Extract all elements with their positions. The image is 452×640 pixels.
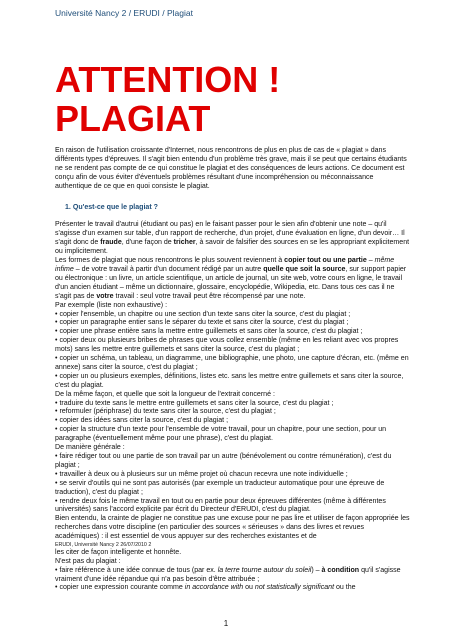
- text-run: , d'une façon de: [121, 239, 174, 247]
- bold-run: copier tout ou une partie: [284, 257, 367, 265]
- list-item-text: reformuler (périphrase) du texte sans citer la source, c'est du plagiat ;: [59, 408, 276, 416]
- list-item: • travailler à deux ou à plusieurs sur un même projet où chacun recevra une note individuelle ;: [55, 470, 348, 478]
- title-line-1: ATTENTION !: [55, 59, 281, 100]
- list-item-text: rendre deux fois le même travail en tout ou en partie pour deux épreuves différentes (même à différentes universités) sans l'accord explicite par écrit du Directeur d'ERUDI, c'est du plagiat.: [55, 497, 386, 514]
- list-item-text: se servir d'outils qui ne sont pas autorisés (par exemple un traducteur automatique pour une épreuve de traduction), c'est du plagiat ;: [55, 479, 385, 496]
- list-item: • faire référence à une idée connue de tous (par ex. la terre tourne autour du soleil) – à condition qu'il s'agisse vraiment d'une idée répandue qui n'a pas besoin d'être attribuée ;: [55, 566, 401, 583]
- same-way-intro: De la même façon, et quelle que soit la longueur de l'extrait concerné :: [55, 390, 275, 398]
- list-item: • reformuler (périphrase) du texte sans citer la source, c'est du plagiat ;: [55, 408, 276, 416]
- page-title: [55, 60, 280, 138]
- italic-run: not statistically significant: [254, 584, 335, 592]
- closing-paragraph: Bien entendu, la crainte de plagier ne constitue pas une excuse pour ne pas lire et utiliser de façon appropriée les recherches dans votre discipline (en particulier des sources « sérieuses » dans des livres et revues académiques) : il est essentiel de vous appuyer sur des recherches existantes et de: [55, 515, 410, 541]
- list-item: • copier la structure d'un texte pour l'ensemble de votre travail, pour un chapitre, pour une section, pour un paragraphe (éventuellement même pour une phrase), c'est du plagiat.: [55, 426, 387, 443]
- text-run: travail : seul votre travail peut être récompensé par une note.: [113, 292, 306, 300]
- bold-run: tricher: [173, 239, 196, 247]
- text-run: ou the: [334, 584, 356, 592]
- intro-paragraph: En raison de l'utilisation croissante d'Internet, nous rencontrons de plus en plus de cas de « plagiat » dans différents types d'épreuves. Il s'agit bien entendu d'un problème très grave, mais il se peut que certains étudiants ne se rendent pas compte de ce qui constitue le plagiat et des conséquences de leurs actions. Ce document est conçu afin de vous éviter d'éventuels problèmes résultant d'une incompréhension ou méconnaissance authentique de ce que en quoi consiste le plagiat.: [55, 147, 407, 190]
- list-item: • copier l'ensemble, un chapitre ou une section d'un texte sans citer la source, c'est du plagiat ;: [55, 310, 351, 318]
- list-item: • copier une phrase entière sans la mettre entre guillemets et sans citer la source, c'est du plagiat ;: [55, 328, 363, 336]
- list-item: • copier un ou plusieurs exemples, définitions, listes etc. sans les mettre entre guillemets et sans citer la source, c'est du plagiat.: [55, 372, 404, 389]
- section-heading: [65, 204, 410, 213]
- list-item: • traduire du texte sans le mettre entre guillemets et sans citer la source, c'est du plagiat ;: [55, 399, 334, 407]
- text-run: –: [366, 257, 375, 265]
- list-item: • copier un paragraphe entier sans le séparer du texte et sans citer la source, c'est du plagiat ;: [55, 319, 349, 327]
- text-run: ) –: [311, 566, 322, 574]
- list-item: • faire rédiger tout ou une partie de son travail par un autre (bénévolement ou contre rémunération), c'est du plagiat ;: [55, 453, 392, 469]
- text-run: ou: [243, 584, 255, 592]
- list-item-text: copier un schéma, un tableau, un diagramme, une bibliographie, une photo, une capture d'écran, etc. (même en annexe) sans citer la source, c'est du plagiat ;: [55, 355, 409, 371]
- title-line-2: PLAGIAT: [55, 98, 211, 139]
- page-number: 1: [223, 619, 229, 628]
- list-item-text: copier l'ensemble, un chapitre ou une section d'un texte sans citer la source, c'est du plagiat ;: [59, 310, 351, 318]
- forms-paragraph: [55, 257, 410, 302]
- closing-paragraph-end: les citer de façon intelligente et honnête.: [55, 548, 182, 556]
- text-run: copier une expression courante comme: [59, 584, 185, 592]
- list-item-text: faire rédiger tout ou une partie de son travail par un autre (bénévolement ou contre rémunération), c'est du plagiat ;: [55, 453, 392, 469]
- list-item-text: copier un paragraphe entier sans le séparer du texte et sans citer la source, c'est du plagiat ;: [59, 319, 349, 327]
- list-item: • copier une expression courante comme in accordance with ou not statistically significant ou the: [55, 584, 356, 592]
- text-run: Présenter le travail d'autrui (étudiant ou pas) en le faisant passer pour le sien afin d'obtenir une note – qu'il s'agisse d'un examen sur table, d'un rapport de recherche, d'un projet, d'une évaluation en ligne, d'un devoir… Il s'agit donc de: [55, 221, 405, 247]
- list-item-text: copier la structure d'un texte pour l'ensemble de votre travail, pour un chapitre, pour une section, pour un paragraphe (éventuellement même pour une phrase), c'est du plagiat.: [55, 426, 387, 443]
- list-item: • copier un schéma, un tableau, un diagramme, une bibliographie, une photo, une capture d'écran, etc. (même en annexe) sans citer la source, c'est du plagiat ;: [55, 355, 409, 371]
- list-item-text: copier des idées sans citer la source, c'est du plagiat ;: [59, 417, 229, 425]
- bold-run: votre: [96, 292, 114, 300]
- italic-run: in accordance with: [184, 584, 244, 592]
- examples-intro: Par exemple (liste non exhaustive) :: [55, 301, 168, 309]
- list-item-text: copier deux ou plusieurs bribes de phrases que vous collez ensemble (même en les reliant avec vos propres mots) sans les mettre entre guillemets et sans citer la source, c'est du plagiat ;: [55, 337, 399, 354]
- text-run: Les formes de plagiat que nous rencontrons le plus souvent reviennent à: [55, 257, 285, 265]
- list-item: • copier des idées sans citer la source, c'est du plagiat ;: [55, 417, 229, 425]
- list-item-text: copier une phrase entière sans la mettre entre guillemets et sans citer la source, c'est du plagiat ;: [59, 328, 363, 336]
- footer-note: ERUDI, Université Nancy 2 26/07/2010 2: [55, 542, 152, 549]
- italic-run: la terre tourne autour du soleil: [217, 566, 312, 574]
- list-item-text: travailler à deux ou à plusieurs sur un même projet où chacun recevra une note individuelle ;: [59, 470, 348, 478]
- section-title: Qu'est-ce que le plagiat ?: [72, 203, 158, 211]
- list-item-text: copier un ou plusieurs exemples, définitions, listes etc. sans les mettre entre guillemets et sans citer la source, c'est du plagiat.: [55, 372, 404, 389]
- general-intro: De manière générale :: [55, 444, 125, 452]
- definition-paragraph: [55, 221, 410, 257]
- italic-run: même infime: [55, 257, 395, 273]
- bold-run: quelle que soit la source: [263, 265, 346, 273]
- list-item-text: traduire du texte sans le mettre entre guillemets et sans citer la source, c'est du plagiat ;: [59, 399, 334, 407]
- not-plagiat-intro: N'est pas du plagiat :: [55, 557, 121, 565]
- document-body: [55, 147, 410, 593]
- page-header: Université Nancy 2 / ERUDI / Plagiat: [55, 8, 193, 18]
- section-number: 1.: [65, 203, 71, 211]
- text-run: , à savoir de falsifier des sources en se les appropriant explicitement ou implicitement.: [55, 239, 410, 256]
- text-run: , sur support papier ou électronique : un livre, un article scientifique, un article de journal, un site web, votre cours en ligne, le travail d'un ancien étudiant – même un dictionnaire, glossaire, encyclopédie, Wikipedia, etc. Dans tous ces cas il ne s'agit pas de: [55, 265, 407, 300]
- bold-run: fraude: [100, 239, 122, 247]
- bold-run: à condition: [321, 566, 360, 574]
- text-run: qu'il s'agisse vraiment d'une idée répandue qui n'a pas besoin d'être attribuée ;: [55, 566, 401, 583]
- text-run: faire référence à une idée connue de tous (par ex.: [59, 566, 218, 574]
- list-item: • rendre deux fois le même travail en tout ou en partie pour deux épreuves différentes (même à différentes universités) sans l'accord explicite par écrit du Directeur d'ERUDI, c'est du plagiat.: [55, 497, 386, 514]
- text-run: – de votre travail à partir d'un document rédigé par un autre: [73, 265, 264, 273]
- list-item: • se servir d'outils qui ne sont pas autorisés (par exemple un traducteur automatique pour une épreuve de traduction), c'est du plagiat ;: [55, 479, 385, 496]
- list-item: • copier deux ou plusieurs bribes de phrases que vous collez ensemble (même en les reliant avec vos propres mots) sans les mettre entre guillemets et sans citer la source, c'est du plagiat ;: [55, 337, 399, 354]
